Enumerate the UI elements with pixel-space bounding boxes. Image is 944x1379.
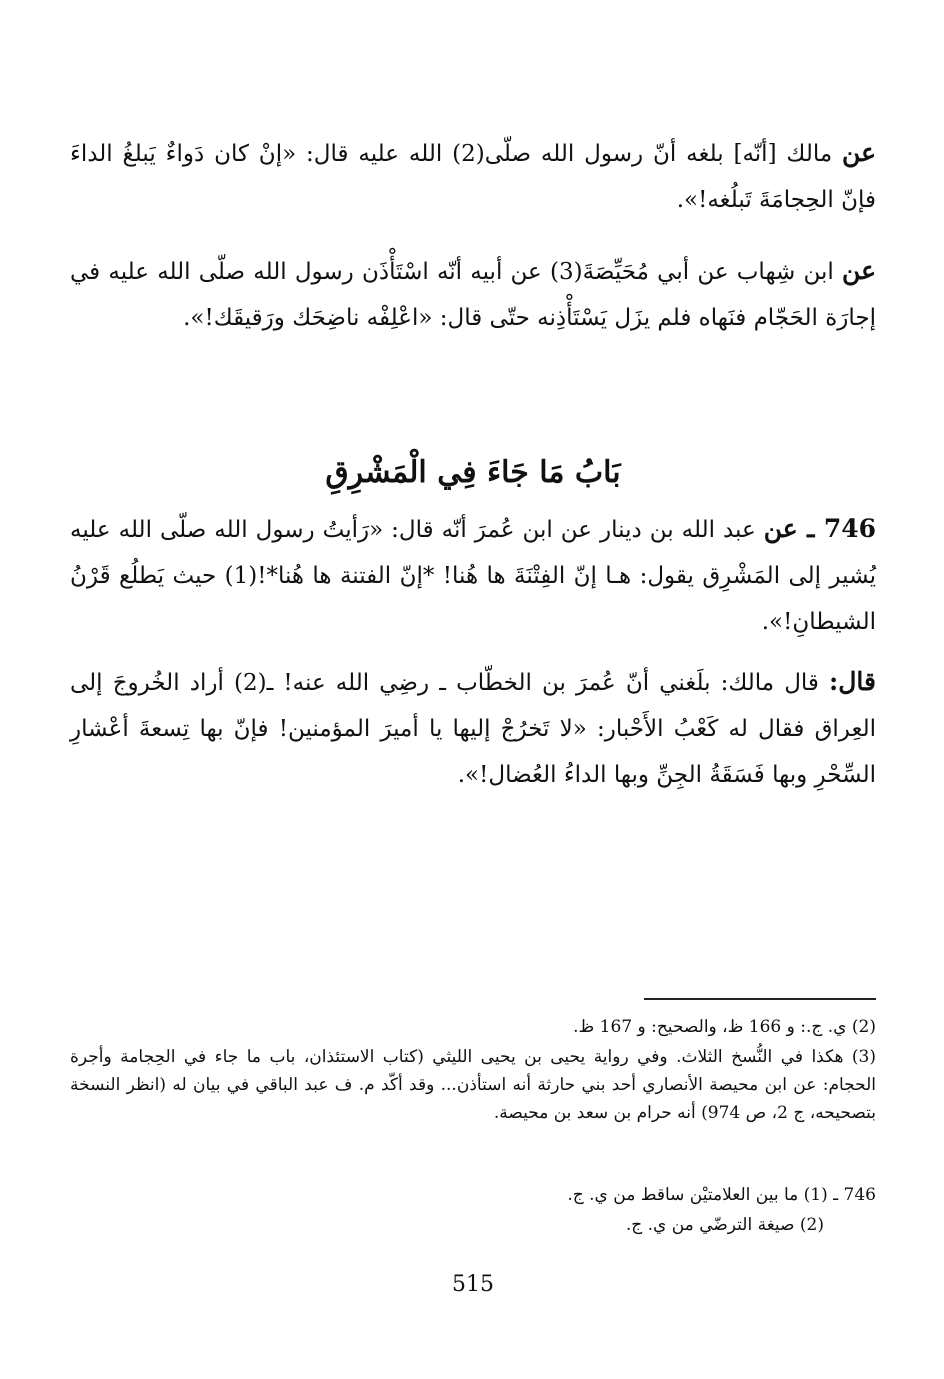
paragraph-text: مالك [أنّه] بلغه أنّ رسول الله صلّى(2) الله عليه قال: «إنْ كان دَواءٌ يَبلغُ الداءَ فإنّ الحِجامَةَ تَبلُغه!».	[70, 141, 876, 213]
footnote: (2) صيغة الترضّي من ي. ج.	[625, 1215, 824, 1235]
page-number: 515	[452, 1272, 494, 1297]
paragraph-lead: عن	[842, 138, 876, 167]
paragraph-text: عبد الله بن دينار عن ابن عُمرَ أنّه قال: «رَأيتُ رسول الله صلّى الله عليه يُشير إلى المَشْرِق يقول: هـا إنّ الفِتْنَةَ ها هُنا! *إنّ الفتنة ها هُنا*!(1) حيث يَطلُع قَرْنُ الشيطانِ!».	[70, 517, 876, 635]
paragraph-text: قال مالك: بلَغني أنّ عُمرَ بن الخطّاب ـ رضِي الله عنه! ـ(2) أراد الخُروجَ إلى العِراق فقال له كَعْبُ الأَحْبار: «لا تَخرُجْ إليها يا أميرَ المؤمنين! فإنّ بها تِسعةَ أعْشارِ السِّحْرِ وبها فَسَقَةُ الجِنِّ وبها الداءُ العُضال!».	[70, 670, 876, 788]
footnote: 746 ـ (1) ما بين العلامتيْن ساقط من ي. ج.	[567, 1185, 876, 1205]
footnote: (3) هكذا في النُّسخ الثلاث. وفي رواية يحيى بن يحيى الليثي (كتاب الاستئذان، باب ما جاء في الحِجامة وأجرة الحجام: عن ابن محيصة الأنصاري أحد بني حارثة أنه استأذن... وقد أكّد م. ف عبد الباقي في بيان له (انظر النسخة بتصحيحه، ج 2، ص 974) أنه حرام بن سعد بن محيصة.	[70, 1047, 876, 1123]
paragraph-lead: عن	[842, 256, 876, 285]
paragraph-hadith-746	[70, 506, 876, 645]
paragraph-malik-saying	[70, 659, 876, 798]
book-page	[70, 0, 876, 1379]
paragraph-hadith-1	[70, 130, 876, 223]
paragraph-lead: 746 ـ عن	[763, 514, 876, 543]
paragraph-hadith-2	[70, 248, 876, 341]
footnote: (2) ي. ج.: و 166 ظ، والصحيح: و 167 ظ.	[573, 1017, 876, 1037]
paragraph-lead: قال:	[829, 667, 876, 696]
chapter-heading: بَابُ مَا جَاءَ فِي الْمَشْرِقِ	[325, 455, 621, 490]
footnote-separator	[644, 998, 876, 1000]
paragraph-text: ابن شِهاب عن أبي مُحَيِّصَةَ(3) عن أبيه أنّه اسْتَأْذَن رسول الله صلّى الله عليه في إجارَة الحَجّام فنَهاه فلم يزَل يَسْتَأْذِنه حتّى قال: «اعْلِفْه ناضِحَك ورَقيقَك!».	[70, 259, 876, 331]
